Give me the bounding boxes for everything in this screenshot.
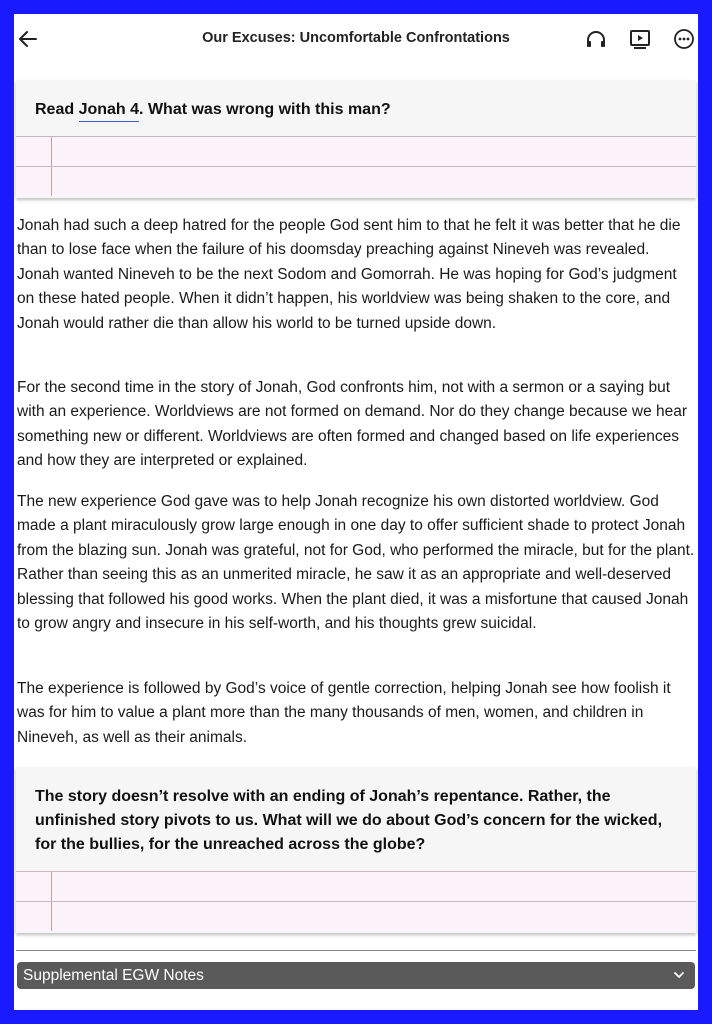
answer-line[interactable]: [16, 871, 696, 901]
paragraph-3: The new experience God gave was to help Jonah recognize his own distorted worldview. God made a plant miraculously grow large enough in one day to offer sufficient shade to protect Jonah from the blazing sun. Jonah was grateful, not for God, who performed the miracle, but for the plant. Rather than seeing this as an unmerited miracle, he saw it as an appropriate and well-deserved blessing that followed his good works. When the plant died, it was a misfortune that caused Jonah to grow angry and insecure in his self-worth, and his thoughts grew suicidal.: [17, 493, 695, 633]
question-card-1: [16, 80, 696, 198]
play-video-icon[interactable]: [628, 27, 652, 51]
page-title: Our Excuses: Uncomfortable Confrontations: [202, 30, 510, 46]
question-suffix: . What was wrong with this man?: [139, 101, 391, 118]
scripture-link[interactable]: Jonah 4: [79, 101, 139, 122]
question-prefix: Read: [35, 101, 79, 118]
answer-line[interactable]: [16, 136, 696, 166]
headphones-icon[interactable]: [584, 27, 608, 51]
paragraph-1: Jonah had such a deep hatred for the people God sent him to that he felt it was better that he die than to lose face when the failure of his doomsday preaching against Nineveh was revealed. Jonah wanted Nineveh to be the next Sodom and Gomorrah. He was hoping for God’s judgment on these hated people. When it didn’t happen, his worldview was being shaken to the core, and Jonah would rather die than allow his world to be turned upside down.: [17, 217, 681, 332]
answer-area-1[interactable]: [16, 136, 696, 196]
app-frame: [14, 14, 698, 1010]
supplemental-notes-label: Supplemental EGW Notes: [23, 967, 204, 984]
paragraph-4: The experience is followed by God’s voice of gentle correction, helping Jonah see how foolish it was for him to value a plant more than the many thousands of men, women, and children in Nineveh, as well as their animals.: [17, 680, 671, 746]
more-options-icon[interactable]: [672, 27, 696, 51]
question-text-1: [16, 80, 696, 122]
answer-line[interactable]: [16, 901, 696, 931]
answer-area-2[interactable]: [16, 871, 696, 931]
paragraph-2: For the second time in the story of Jonah, God confronts him, not with a sermon or a saying but with an experience. Worldviews are not formed on demand. Nor do they change because we hear something new or different. Worldviews are often formed and changed based on life experiences and how they are interpreted or explained.: [17, 379, 688, 470]
chevron-down-icon[interactable]: [671, 967, 687, 983]
question-text-2: The story doesn’t resolve with an ending of Jonah’s repentance. Rather, the unfinished story pivots to us. What will we do about God’s concern for the wicked, for the bullies, for the unreached across the globe?: [35, 788, 663, 853]
answer-line[interactable]: [16, 166, 696, 196]
divider: [16, 950, 696, 951]
question-card-2: [16, 767, 696, 933]
top-bar: [14, 14, 698, 64]
supplemental-notes-dropdown[interactable]: [17, 962, 695, 989]
